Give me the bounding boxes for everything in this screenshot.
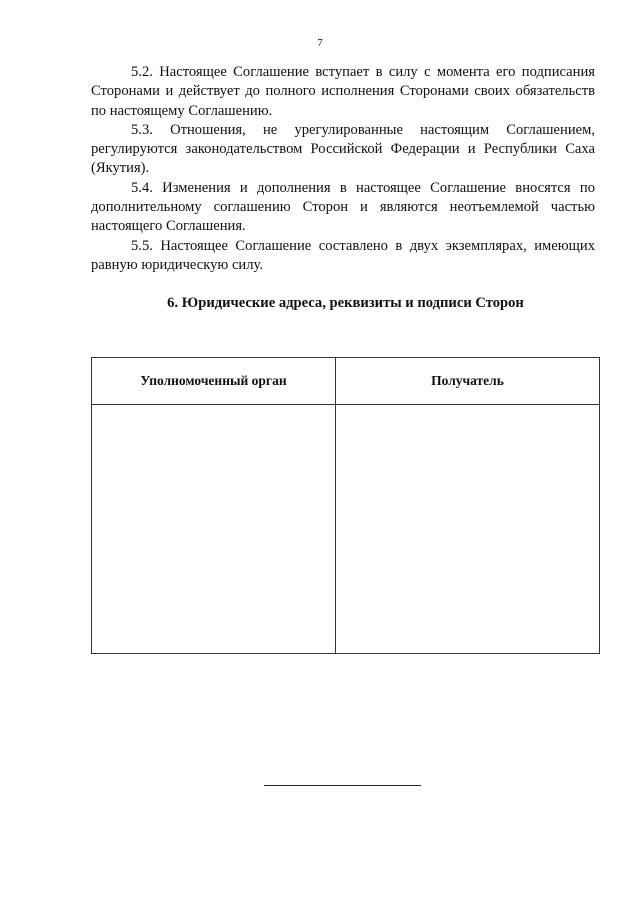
recipient-details-cell <box>336 405 600 654</box>
column-header-recipient: Получатель <box>336 358 600 405</box>
authorized-body-details-cell <box>92 405 336 654</box>
signature-table-body-row <box>92 405 600 654</box>
clause-5-2: 5.2. Настоящее Соглашение вступает в силу с момента его подписания Сторонами и действует до полного исполнения Сторонами своих обязательств по настоящему Соглашению. <box>91 64 595 119</box>
clause-5-4: 5.4. Изменения и дополнения в настоящее Соглашение вносятся по дополнительному соглашению Сторон и являются неотъемлемой частью настоящего Соглашения. <box>91 179 595 235</box>
section-heading: 6. Юридические адреса, реквизиты и подписи Сторон <box>167 295 524 311</box>
clause-5-5: 5.5. Настоящее Соглашение составлено в двух экземплярах, имеющих равную юридическую силу. <box>91 237 595 273</box>
signature-table-header-row <box>92 358 600 405</box>
column-header-authorized-body: Уполномоченный орган <box>92 358 336 405</box>
signature-line <box>264 785 421 786</box>
document-body <box>91 63 595 275</box>
clause-5-3: 5.3. Отношения, не урегулированные настоящим Соглашением, регулируются законодательством Российской Федерации и Республики Саха (Якутия). <box>91 121 595 177</box>
signature-table <box>91 357 600 654</box>
page-number: 7 <box>317 37 323 49</box>
